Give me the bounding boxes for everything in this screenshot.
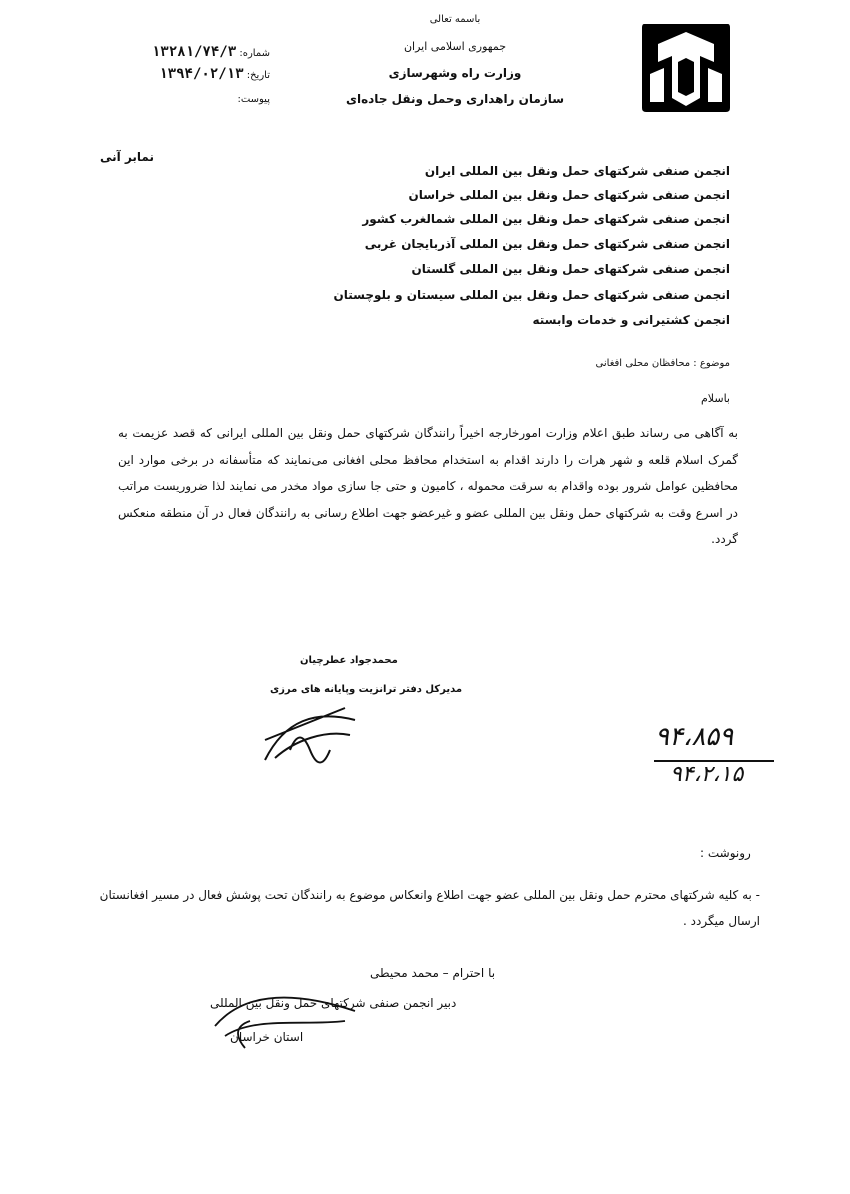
letter-subject: موضوع : محافظان محلی افغانی xyxy=(595,358,730,369)
letter-date xyxy=(130,66,270,82)
recipient-item: انجمن صنفی شرکتهای حمل ونقل بین المللی آذربایجان غربی xyxy=(364,237,730,251)
bismillah-text: باسمه تعالی xyxy=(429,14,481,25)
number-value: ۱۳۲۸۱/۷۴/۳ xyxy=(151,44,237,60)
closing-province: استان خراسان xyxy=(230,1030,304,1044)
cc-text: - به کلیه شرکتهای محترم حمل ونقل بین المللی عضو جهت اطلاع وانعکاس موضوع به رانندگان تحت پوشش فعال در مسیر افغانستان ارسال میگردد . xyxy=(99,888,760,928)
closing-respect: با احترام – محمد محیطی xyxy=(370,966,496,980)
signatory-title: مدیرکل دفتر ترانزیت وپایانه های مرزی xyxy=(270,684,463,695)
letter-body: به آگاهی می رساند طبق اعلام وزارت امورخارجه اخیراً رانندگان شرکتهای حمل ونقل بین المللی ایرانی که قصد عزیمت به گمرک اسلام قلعه و شهر هرات را دارند اقدام به استخدام محافظ محلی افغانی می‌نمایند که متأسفانه در برخی موارد این محافظین عوامل شرور بوده واقدام به سرقت محموله ، کامیون و حتی جا سازی مواد مخدر می نمایند لذا ضروریست مراتب در اسرع وقت به شرکتهای حمل ونقل بین المللی عضو و غیرعضو جهت اطلاع رسانی به رانندگان فعال در آن منطقه منعکس گردد. xyxy=(118,426,738,546)
organization-name: سازمان راهداری وحمل ونقل جاده‌ای xyxy=(345,92,565,106)
road-organization-logo-icon xyxy=(640,22,732,114)
government-name: جمهوری اسلامی ایران xyxy=(403,40,507,53)
closing-signature-icon xyxy=(205,986,365,1056)
date-label: تاریخ: xyxy=(246,70,270,81)
recipient-item: انجمن صنفی شرکتهای حمل ونقل بین المللی خراسان xyxy=(408,188,730,202)
number-label: شماره: xyxy=(239,48,270,59)
letter-number xyxy=(130,44,270,60)
handwritten-number: ۹۴،۸۵۹ xyxy=(655,722,734,752)
recipient-item: انجمن صنفی شرکتهای حمل ونقل بین المللی ایران xyxy=(424,164,730,178)
greeting: باسلام xyxy=(700,392,730,405)
recipient-item: انجمن صنفی شرکتهای حمل ونقل بین المللی شمالغرب کشور xyxy=(362,212,730,226)
recipient-item: انجمن صنفی شرکتهای حمل ونقل بین المللی گلستان xyxy=(411,262,730,276)
closing-secretary: دبیر انجمن صنفی شرکتهای حمل ونقل بین المللی xyxy=(210,996,457,1010)
date-value: ۱۳۹۴/۰۲/۱۳ xyxy=(159,66,244,82)
cc-heading: رونوشت : xyxy=(700,846,751,860)
signature-scribble-icon xyxy=(255,700,365,770)
letter-attachment xyxy=(130,94,270,105)
recipient-item: انجمن صنفی شرکتهای حمل ونقل بین المللی سیستان و بلوچستان xyxy=(333,288,730,302)
signatory-name: محمدجواد عطرچیان xyxy=(300,655,398,666)
attachment-label: پیوست: xyxy=(237,94,270,105)
fax-label: نمابر آنی xyxy=(100,150,154,164)
handwritten-date: ۹۴،۲،۱۵ xyxy=(670,762,744,787)
recipient-item: انجمن کشتیرانی و خدمات وابسته xyxy=(532,313,730,327)
ministry-name: وزارت راه وشهرسازی xyxy=(388,66,522,80)
